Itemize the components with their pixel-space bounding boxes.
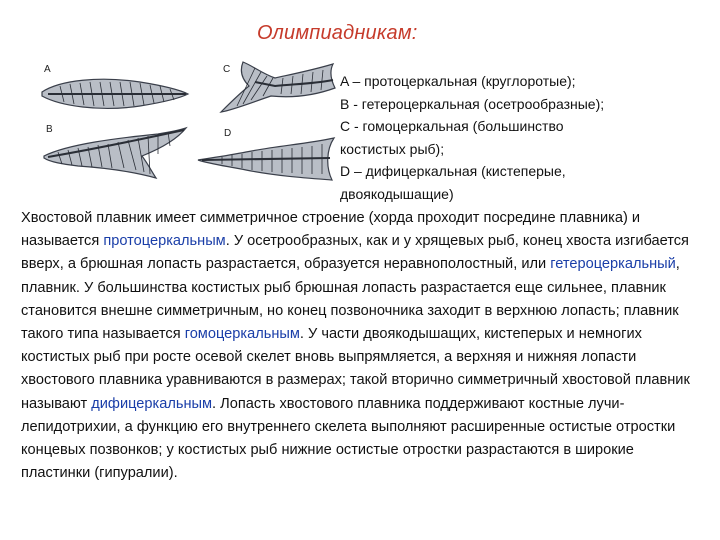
figure-d-label: D bbox=[224, 128, 232, 139]
legend-line: A – протоцеркальная (круглоротые); bbox=[340, 73, 576, 89]
legend-line: D – дифицеркальная (кистеперые, bbox=[340, 163, 566, 179]
figure-b-label: B bbox=[46, 124, 53, 135]
text-segment: . У части двоякодышащих, кистеперых и немногих костистых рыб при росте осевой скелет вновь выпрямляется, а верхняя и нижняя лопасти хвостового плавника уравниваются в размерах; такой вторично симметричный хвостовой плавник называют bbox=[21, 326, 690, 412]
figure-a bbox=[40, 64, 190, 114]
figure-a-label: A bbox=[44, 64, 51, 75]
legend-line: костистых рыб); bbox=[340, 140, 445, 157]
term-diphycercal: дифицеркальным bbox=[91, 395, 213, 412]
body-paragraph bbox=[21, 207, 701, 485]
term-homocercal: гомоцеркальным bbox=[184, 326, 300, 343]
heterocercal-fin-icon bbox=[38, 124, 188, 180]
figure-b bbox=[38, 124, 188, 180]
legend-line: С - гомоцеркальная (большинство bbox=[340, 118, 564, 134]
term-heterocercal: гетероцеркальный bbox=[550, 256, 676, 273]
text-segment: Хвостовой плавник имеет симметричное строение (хорда проходит посредине плавника) и называется bbox=[21, 210, 641, 250]
legend-line: двоякодышащие) bbox=[340, 185, 454, 202]
figure-c-label: C bbox=[223, 64, 231, 75]
text-segment: . Лопасть хвостового плавника поддерживают костные лучи-лепидотрихии, а функцию его внутреннего скелета выполняют расширенные остистые отростки концевых позвонков; у костистых рыб нижние остистые отростки разрастаются в широкие пластинки (гипуралии). bbox=[21, 395, 676, 482]
figure-d bbox=[196, 128, 336, 184]
text-segment: . У осетрообразных, как и у хрящевых рыб, конец хвоста изгибается вверх, а брюшная лопасть разрастается, образуется неравнополостный, или bbox=[21, 233, 689, 273]
slide-title: Олимпиадникам: bbox=[257, 22, 418, 44]
figure-c bbox=[203, 56, 338, 116]
legend-line: В - гетероцеркальная (осетрообразные); bbox=[340, 95, 605, 112]
fin-types-legend bbox=[340, 70, 690, 205]
diphycercal-fin-icon bbox=[196, 128, 336, 184]
protocercal-fin-icon bbox=[40, 64, 190, 114]
text-segment: , плавник. У большинства костистых рыб брюшная лопасть разрастается еще сильнее, плавник становится внешне симметричным, но конец позвоночника заходит в верхнюю лопасть; плавник такого типа называется bbox=[21, 256, 680, 343]
term-protocercal: протоцеркальным bbox=[103, 233, 226, 250]
